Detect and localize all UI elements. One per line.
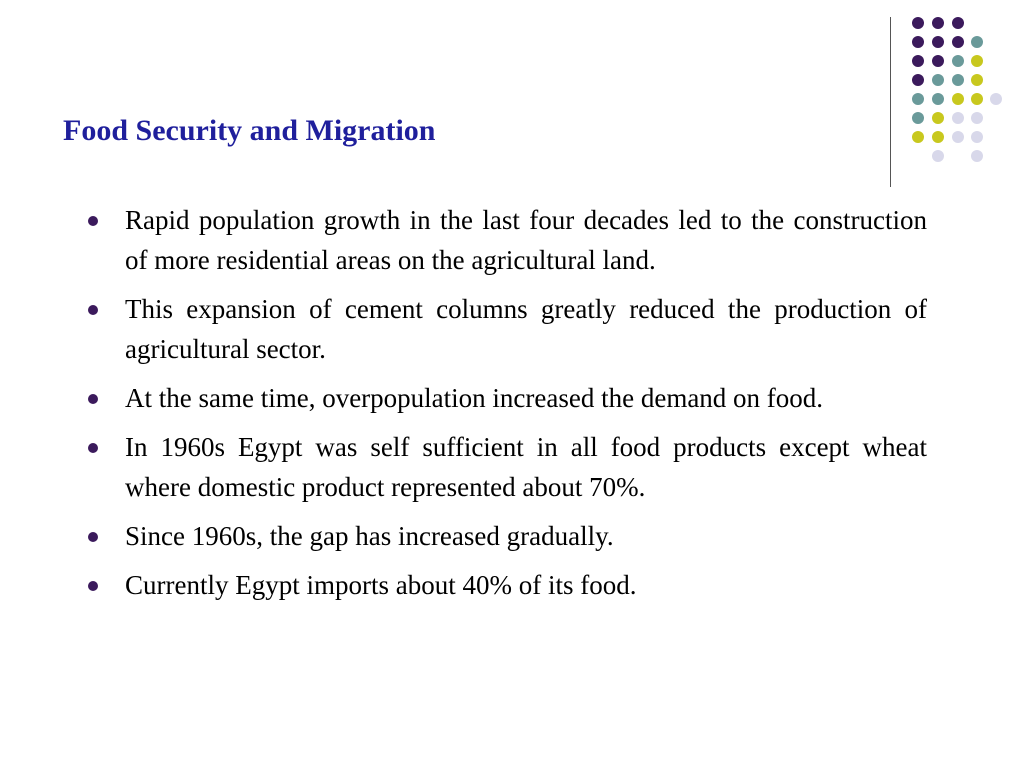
decorative-dot bbox=[971, 150, 983, 162]
bullet-icon bbox=[88, 581, 98, 591]
bullet-icon bbox=[88, 532, 98, 542]
decorative-dot bbox=[952, 17, 964, 29]
decorative-dot bbox=[932, 131, 944, 143]
decorative-dot bbox=[912, 36, 924, 48]
decorative-dot bbox=[971, 93, 983, 105]
bullet-text: This expansion of cement columns greatly reduced the production of agricultural sector. bbox=[125, 294, 927, 364]
bullet-icon bbox=[88, 394, 98, 404]
decorative-dot bbox=[932, 17, 944, 29]
decorative-dot bbox=[932, 55, 944, 67]
decorative-dot bbox=[952, 131, 964, 143]
vertical-divider bbox=[890, 17, 891, 187]
decorative-dot bbox=[952, 55, 964, 67]
bullet-text: Currently Egypt imports about 40% of its food. bbox=[125, 570, 637, 600]
decorative-dot bbox=[971, 55, 983, 67]
decorative-dot bbox=[952, 112, 964, 124]
bullet-icon bbox=[88, 305, 98, 315]
decorative-dot bbox=[971, 131, 983, 143]
bullet-icon bbox=[88, 443, 98, 453]
decorative-dot bbox=[952, 36, 964, 48]
bullet-item bbox=[82, 200, 927, 280]
decorative-dot bbox=[932, 150, 944, 162]
bullet-item bbox=[82, 289, 927, 369]
bullet-text: In 1960s Egypt was self sufficient in all food products except wheat where domestic product represented about 70%. bbox=[125, 432, 927, 502]
bullet-item bbox=[82, 565, 927, 605]
bullet-text: Since 1960s, the gap has increased gradually. bbox=[125, 521, 614, 551]
bullet-item bbox=[82, 427, 927, 507]
bullet-item bbox=[82, 378, 927, 418]
decorative-dot bbox=[912, 74, 924, 86]
slide-title: Food Security and Migration bbox=[63, 114, 436, 147]
bullet-item bbox=[82, 516, 927, 556]
decorative-dot bbox=[912, 131, 924, 143]
decorative-dot bbox=[932, 112, 944, 124]
decorative-dot-grid bbox=[0, 0, 1024, 200]
decorative-dot bbox=[932, 93, 944, 105]
decorative-dot bbox=[912, 55, 924, 67]
decorative-dot bbox=[971, 74, 983, 86]
bullet-icon bbox=[88, 216, 98, 226]
decorative-dot bbox=[971, 36, 983, 48]
decorative-dot bbox=[952, 74, 964, 86]
decorative-dot bbox=[952, 93, 964, 105]
decorative-dot bbox=[932, 36, 944, 48]
decorative-dot bbox=[990, 93, 1002, 105]
decorative-dot bbox=[912, 112, 924, 124]
bullet-list bbox=[82, 200, 927, 614]
decorative-dot bbox=[912, 93, 924, 105]
bullet-text: Rapid population growth in the last four decades led to the construction of more residential areas on the agricultural land. bbox=[125, 205, 927, 275]
bullet-text: At the same time, overpopulation increased the demand on food. bbox=[125, 383, 824, 413]
decorative-dot bbox=[912, 17, 924, 29]
decorative-dot bbox=[932, 74, 944, 86]
decorative-dot bbox=[971, 112, 983, 124]
